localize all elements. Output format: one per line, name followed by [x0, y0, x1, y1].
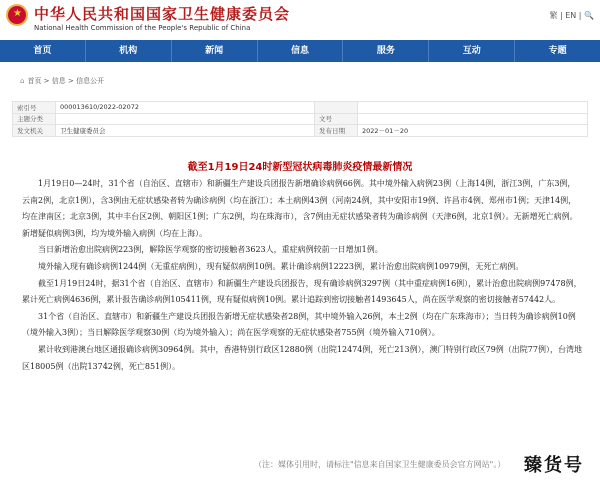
article-paragraph: 累计收到港澳台地区通报确诊病例30964例。其中，香港特别行政区12880例（出院12474例，死亡213例），澳门特别行政区79例（出院77例），台湾地区18005例（出院13742例，死亡851例）。 — [22, 344, 582, 371]
article-paragraph: 1月19日0—24时，31个省（自治区、直辖市）和新疆生产建设兵团报告新增确诊病例66例。其中境外输入病例23例（上海14例，浙江3例，广东3例，云南2例，北京1例），含3例由无症状感染者转为确诊病例（均在浙江）；本土病例43例（河南24例，其中安阳市19例、许昌市4例、郑州市1例；天津14例，均在津南区；北京3例，其中丰台区2例、朝阳区1例；广东2例，均在珠海市），含7例由无症状感染者转为确诊病例（天津6例，北京1例）。无新增死亡病例。新增疑似病例3例，均为境外输入病例（均在上海）。 — [22, 179, 578, 238]
nav-services[interactable]: 服务 — [343, 40, 429, 62]
nav-interaction[interactable]: 互动 — [429, 40, 515, 62]
meta-topic-value — [56, 113, 315, 125]
meta-org-value: 卫生健康委员会 — [56, 125, 315, 137]
meta-docno-label: 文号 — [315, 113, 358, 125]
article-footnote: （注：媒体引用时，请标注"信息来自国家卫生健康委员会官方网站"。） — [254, 460, 506, 469]
meta-org-label: 发文机关 — [13, 125, 56, 137]
nav-information[interactable]: 信息 — [258, 40, 344, 62]
home-icon[interactable]: ⌂ — [20, 77, 25, 85]
meta-pubdate-value: 2022－01－20 — [358, 125, 588, 137]
nav-topics[interactable]: 专题 — [548, 46, 567, 56]
article-paragraph: 境外输入现有确诊病例1244例（无重症病例），现有疑似病例10例。累计确诊病例12223例，累计治愈出院病例10979例，无死亡病例。 — [38, 261, 524, 271]
meta-pubdate-label: 发布日期 — [315, 125, 358, 137]
nav-home[interactable]: 首页 — [0, 40, 86, 62]
header-tools[interactable]: 繁 | EN | 🔍 — [549, 11, 594, 20]
article-body — [22, 176, 582, 375]
main-nav — [0, 40, 600, 62]
nav-news[interactable]: 新闻 — [172, 40, 258, 62]
document-meta-table — [12, 101, 588, 137]
meta-index-label: 索引号 — [13, 102, 56, 114]
breadcrumb-text[interactable]: 首页 > 信息 > 信息公开 — [27, 77, 105, 85]
national-emblem-icon[interactable] — [6, 4, 28, 26]
watermark-logo: 臻货号 — [508, 451, 600, 481]
site-header — [0, 0, 600, 40]
article-paragraph: 当日新增治愈出院病例223例，解除医学观察的密切接触者3623人，重症病例较前一日增加1例。 — [38, 245, 383, 255]
meta-empty-value — [358, 102, 588, 114]
article-title: 截至1月19日24时新型冠状病毒肺炎疫情最新情况 — [187, 162, 413, 173]
meta-index-value: 000013610/2022-02072 — [56, 102, 315, 114]
nav-organization[interactable]: 机构 — [86, 40, 172, 62]
meta-topic-label: 主题分类 — [13, 113, 56, 125]
breadcrumb — [20, 76, 104, 86]
article-paragraph: 31个省（自治区、直辖市）和新疆生产建设兵团报告新增无症状感染者28例，其中境外输入26例，本土2例（均在广东珠海市）；当日转为确诊病例10例（境外输入3例）；当日解除医学观察30例（均为境外输入）；尚在医学观察的无症状感染者755例（境外输入710例）。 — [22, 311, 576, 338]
meta-docno-value — [358, 113, 588, 125]
meta-empty-label — [315, 102, 358, 114]
article-paragraph: 截至1月19日24时，据31个省（自治区、直辖市）和新疆生产建设兵团报告，现有确诊病例3297例（其中重症病例16例），累计治愈出院病例97478例，累计死亡病例4636例，累计报告确诊病例105411例，现有疑似病例10例。累计追踪到密切接触者1493645人，尚在医学观察的密切接触者57442人。 — [22, 278, 582, 305]
site-title[interactable]: 中华人民共和国国家卫生健康委员会 — [34, 5, 291, 23]
site-subtitle: National Health Commission of the People's Republic of China — [34, 24, 251, 32]
